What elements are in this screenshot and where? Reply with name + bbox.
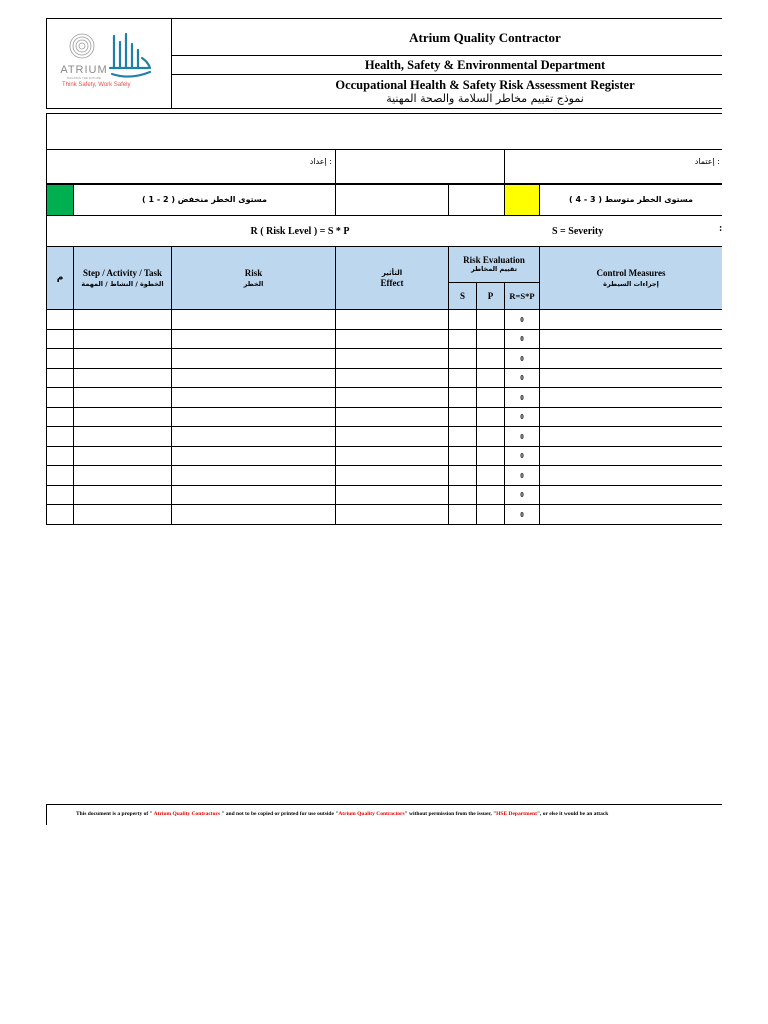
header-col-step-ar: الخطوة / النشاط / المهمة [81, 279, 164, 288]
footer-company-2: Atrium Quality Contractors [338, 811, 405, 817]
table-row: 0 [520, 413, 524, 421]
logo-subtext: BUILDING THE FUTURE [67, 76, 101, 80]
severity-formula: S = Severity [552, 225, 604, 237]
register-title-en: Occupational Health & Safety Risk Assessment Register [335, 78, 635, 92]
table-row: 0 [520, 432, 524, 441]
header-col-no: م [56, 273, 64, 283]
footer-company-1: Atrium Quality Contractors [153, 811, 220, 817]
table-row: 0 [520, 510, 524, 519]
footer-text-1: This document is a property of " [76, 811, 154, 817]
low-risk-label: مستوى الخطر منخفض ( 2 - 1 ) [142, 195, 267, 204]
prepared-by-label: : إعداد [309, 157, 332, 166]
table-row: 0 [520, 374, 524, 382]
header-col-control-en: Control Measures [596, 267, 666, 278]
header-col-p: P [487, 291, 494, 301]
footer-department: HSE Department [496, 811, 537, 817]
formula-overflow-char: : [719, 223, 723, 234]
header-col-effect-ar: التأثير [381, 268, 403, 277]
header-risk-evaluation-ar: تقييم المخاطر [470, 265, 518, 273]
logo-tagline: Think Safety, Work Safely [62, 82, 131, 88]
register-title [172, 75, 768, 109]
header-col-step-en: Step / Activity / Task [82, 267, 163, 278]
header-col-risk [172, 247, 335, 309]
footer-text-2: " and not to be copied or printed for use outside " [219, 811, 339, 817]
table-row: 0 [520, 471, 524, 480]
footer-disclaimer [48, 809, 722, 819]
medium-risk-swatch [505, 184, 539, 215]
header-col-step [74, 247, 171, 309]
medium-risk-label: مستوى الخطر متوسط ( 3 - 4 ) [569, 195, 693, 204]
company-name: Atrium Quality Contractor [409, 29, 561, 45]
header-col-control [540, 247, 722, 309]
company-logo [52, 28, 168, 98]
table-row: 0 [520, 315, 524, 324]
department-name: Health, Safety & Environmental Department [364, 57, 606, 72]
header-col-effect [336, 247, 448, 309]
table-row: 0 [520, 491, 524, 499]
low-risk-swatch [47, 184, 73, 215]
logo-text: ATRIUM [60, 64, 108, 76]
footer-text-3: " without permission from the issuer, " [404, 811, 497, 817]
header-col-risk-en: Risk [244, 267, 263, 278]
register-title-ar: نموذج تقييم مخاطر السلامة والصحة المهنية [386, 92, 584, 105]
header-col-control-ar: إجراءات السيطرة [603, 279, 659, 288]
header-col-s: S [459, 291, 465, 301]
table-row: 0 [520, 354, 524, 363]
header-col-r: R=S*P [509, 291, 535, 301]
header-risk-evaluation-en: Risk Evaluation [463, 255, 525, 265]
footer-text-4: ", or else it would be an attack [536, 811, 609, 817]
header-col-risk-ar: الخطر [243, 279, 264, 288]
approved-by-label: : إعتماد [694, 157, 720, 166]
header-risk-evaluation [449, 247, 539, 282]
header-col-effect-en: Effect [380, 277, 404, 288]
table-row: 0 [520, 335, 524, 343]
table-row: 0 [520, 452, 524, 460]
risk-level-formula: R ( Risk Level ) = S * P [250, 225, 350, 237]
table-row: 0 [520, 393, 524, 402]
